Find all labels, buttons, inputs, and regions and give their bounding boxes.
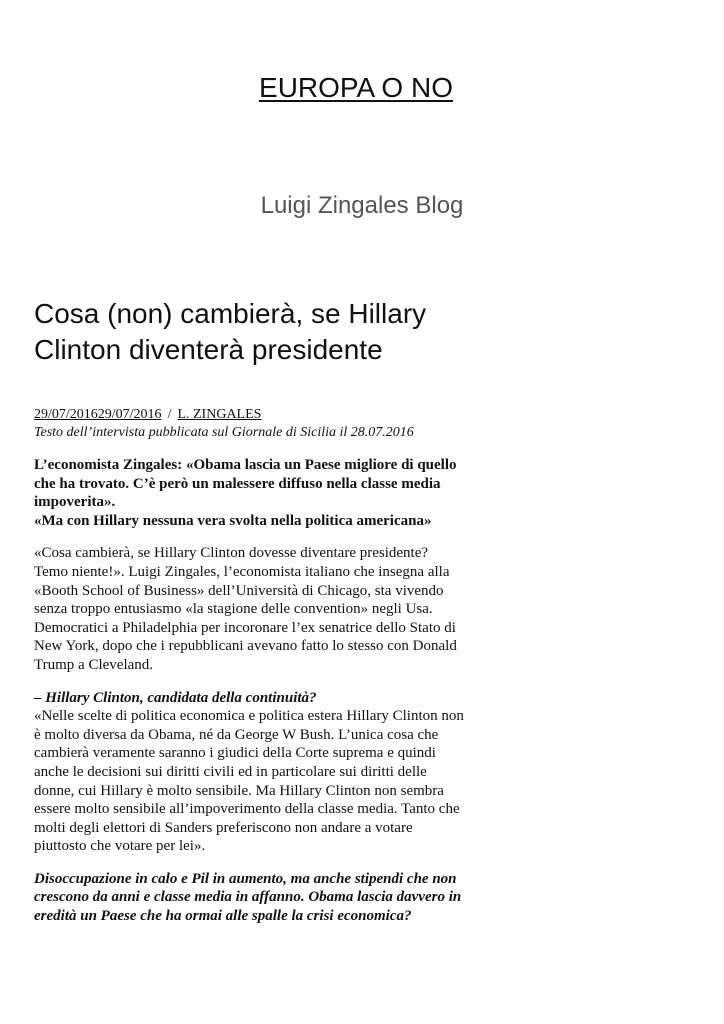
interview-question-1: – Hillary Clinton, candidata della continuità? xyxy=(34,689,317,706)
lead-paragraph xyxy=(34,456,464,530)
post-source-note: Testo dell’intervista pubblicata sul Giornale di Sicilia il 28.07.2016 xyxy=(34,425,414,440)
lead-line-2: «Ma con Hillary nessuna vera svolta nella politica americana» xyxy=(34,512,432,529)
site-title[interactable]: EUROPA O NO xyxy=(259,72,453,103)
interview-answer-1: «Nelle scelte di politica economica e politica estera Hillary Clinton non è molto diversa da Obama, né da George W Bush. L’unica cosa che cambierà veramente saranno i giudici della Corte suprema e quindi anche le decisioni sui diritti civili ed in particolare sui diritti delle donne, cui Hillary è molto sensibile. Ma Hillary Clinton non sembra essere molto sensibile all’impoverimento della classe media. Tanto che molti degli elettori di Sanders preferiscono non andare a votare piuttosto che votare per lei». xyxy=(34,708,464,855)
author-link[interactable]: L. ZINGALES xyxy=(177,407,262,422)
post-date-link[interactable]: 29/07/201629/07/2016 xyxy=(34,407,162,422)
body-paragraph-1: «Cosa cambierà, se Hillary Clinton dovesse diventare presidente? Temo niente!». Luigi Zingales, l’economista italiano che insegna alla «Booth School of Business» dell’Università di Chicago, sta vivendo senza troppo entusiasmo «la stagione delle convention» negli Usa. Democratici a Philadelphia per incoronare l’ex senatrice dello Stato di New York, dopo che i repubblicani avevano fatto lo stesso con Donald Trump a Cleveland. xyxy=(34,545,457,673)
interview-qa-1 xyxy=(34,689,464,856)
post-meta xyxy=(34,406,474,442)
interview-question-2: Disoccupazione in calo e Pil in aumento, ma anche stipendi che non crescono da anni e classe media in affanno. Obama lascia davvero in eredità un Paese che ha ormai alle spalle la crisi economica? xyxy=(34,870,462,925)
lead-line-1: L’economista Zingales: «Obama lascia un Paese migliore di quello che ha trovato. C’è però un malessere diffuso nella classe media impoverita». xyxy=(34,457,457,511)
site-tagline: Luigi Zingales Blog xyxy=(260,192,464,219)
post-content xyxy=(34,456,464,940)
meta-separator: / xyxy=(167,407,172,422)
post-title: Cosa (non) cambierà, se Hillary Clinton diventerà presidente xyxy=(34,298,427,365)
